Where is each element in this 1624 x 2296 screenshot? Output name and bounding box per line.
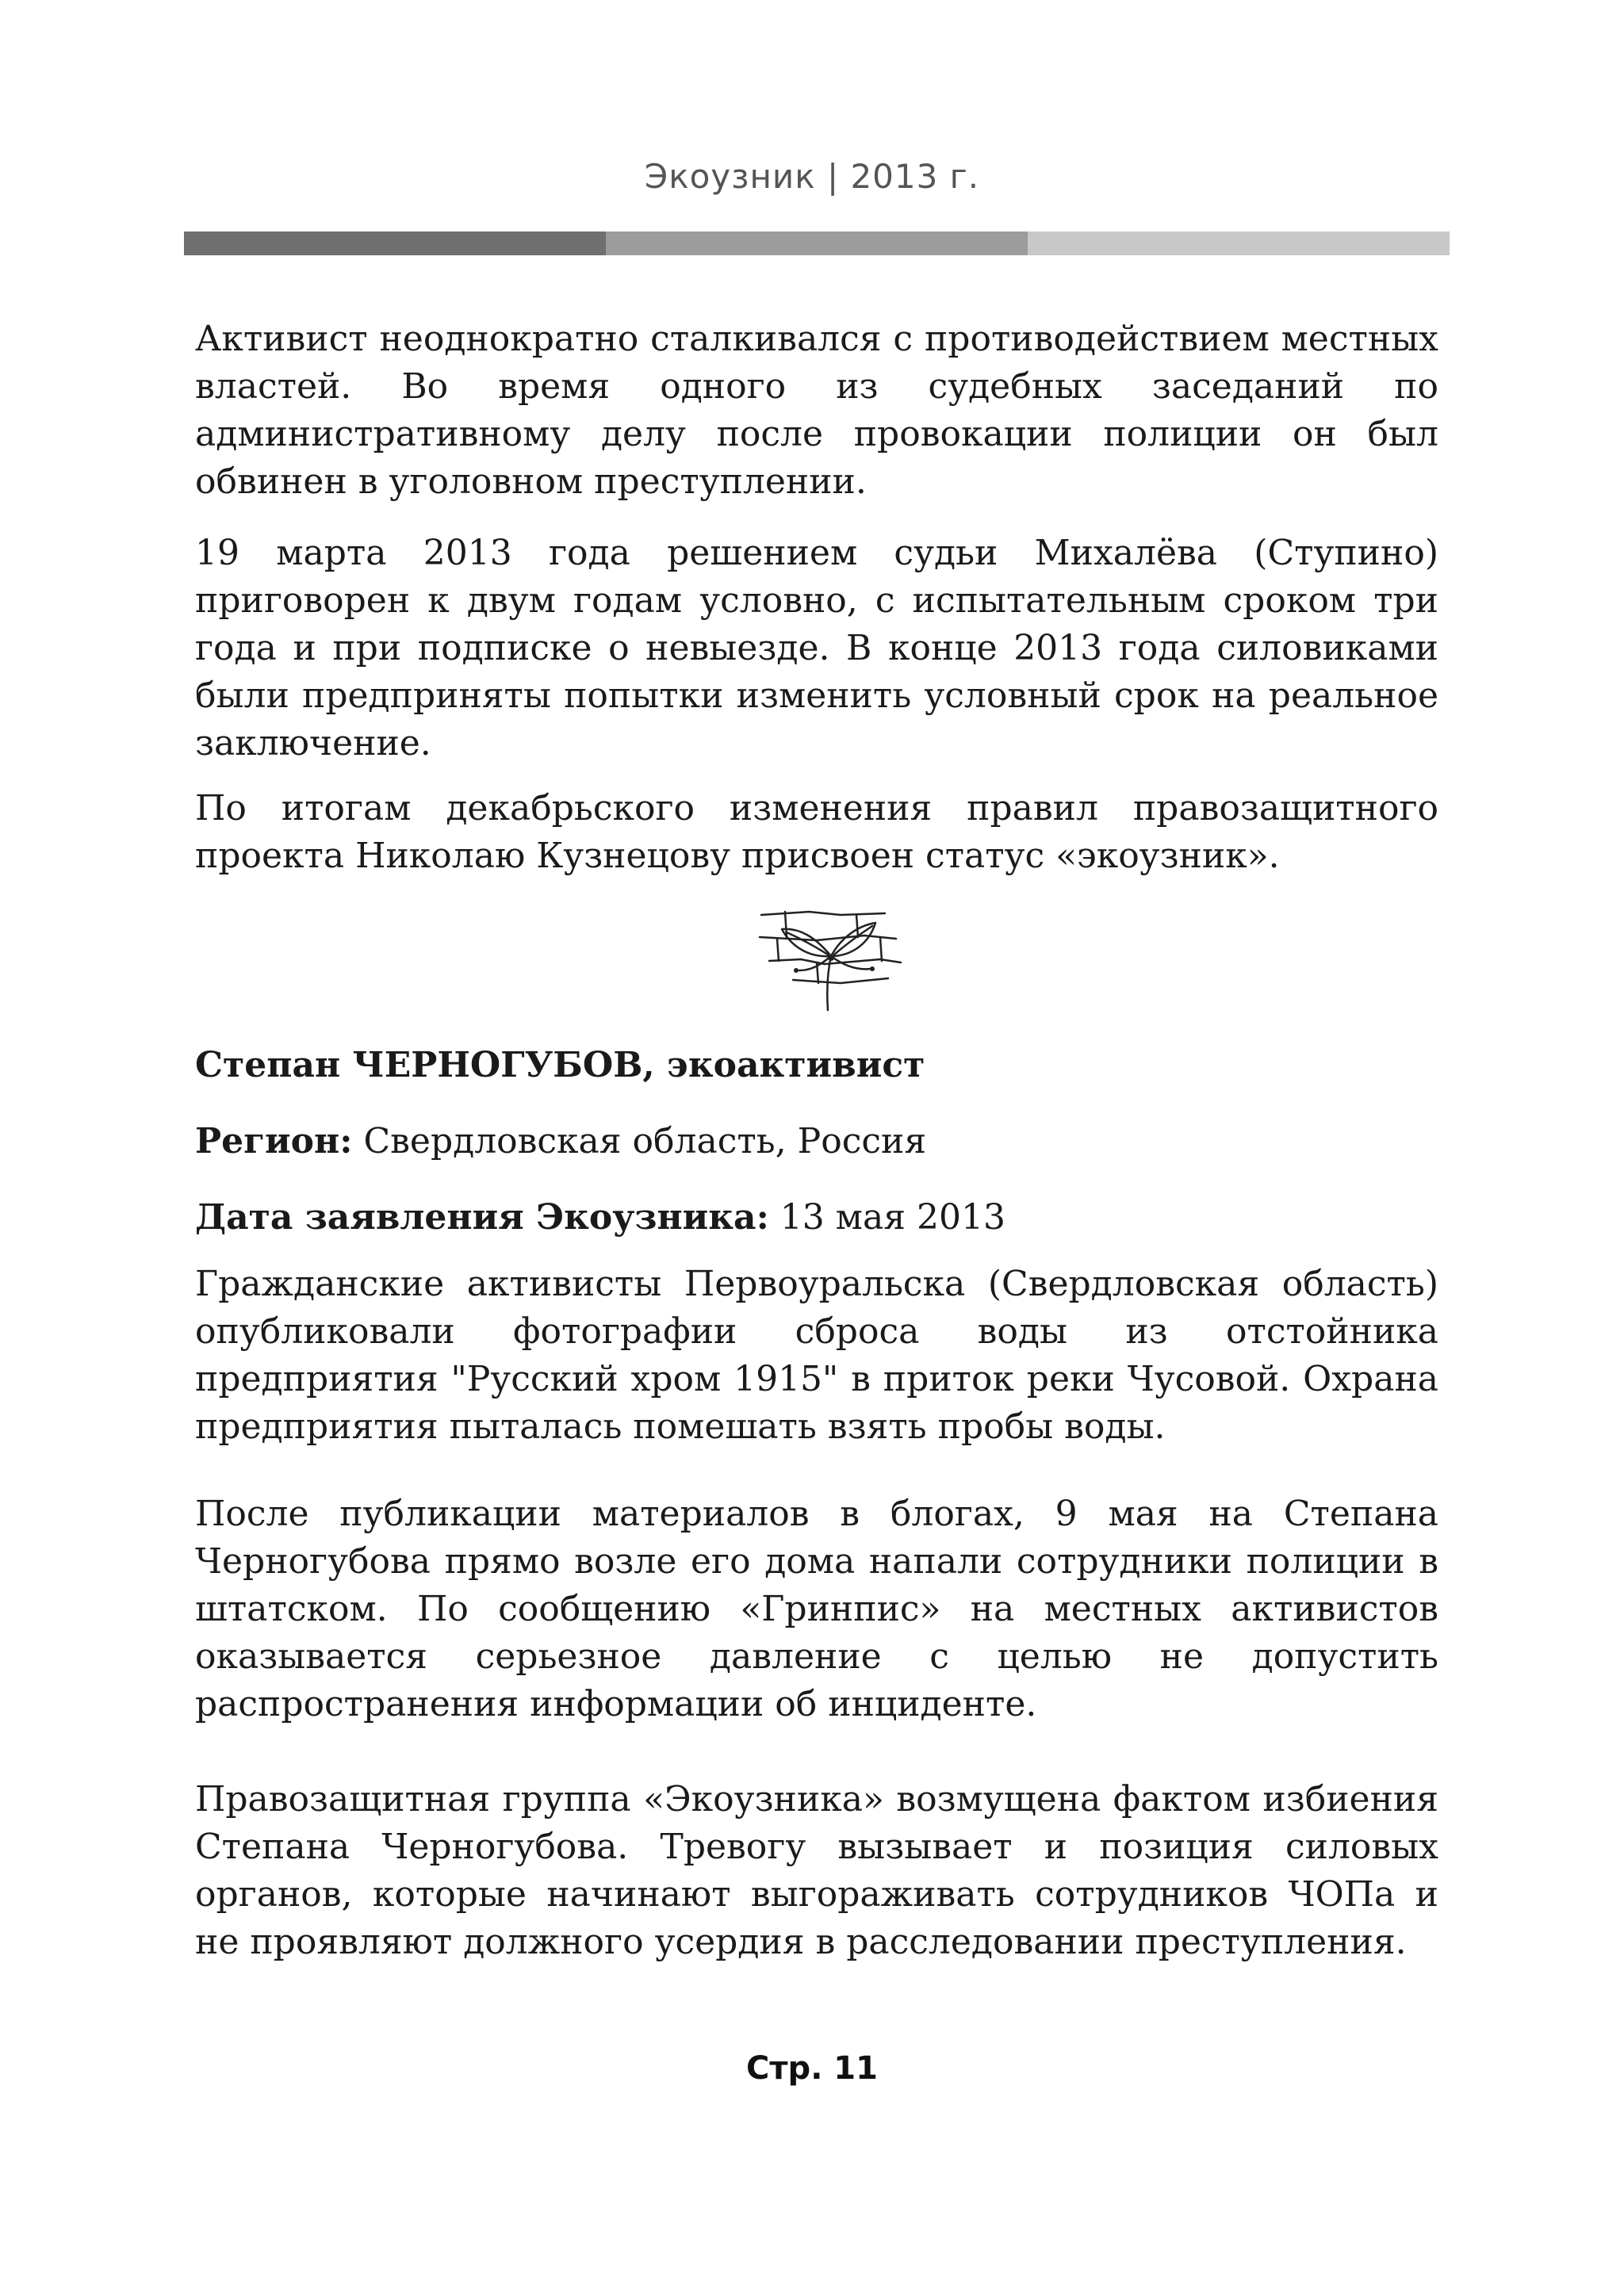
- paragraph-status: [195, 785, 1438, 880]
- person-info: [195, 1043, 1438, 1272]
- paragraph-group-statement: [195, 1776, 1438, 1966]
- region-value: Свердловская область, Россия: [352, 1121, 927, 1161]
- paragraph-text: 19 марта 2013 года решением судьи Михалёва (Ступино) приговорен к двум годам условно, с испытательным сроком три года и при подписке о невыезде. В конце 2013 года силовиками были предприняты попытки изменить условный срок на реальное заключение.: [195, 533, 1438, 763]
- person-name: Степан ЧЕРНОГУБОВ, экоактивист: [195, 1045, 925, 1085]
- date-label: Дата заявления Экоузника:: [195, 1197, 769, 1238]
- paragraph-activist-opposition: [195, 316, 1438, 506]
- date-value: 13 мая 2013: [768, 1197, 1005, 1238]
- person-date: [195, 1196, 1438, 1240]
- paragraph-activists-photos: [195, 1261, 1438, 1451]
- page-number: Стр. 11: [746, 2050, 878, 2087]
- paragraph-text: По итогам декабрьского изменения правил правозащитного проекта Николаю Кузнецову присвоен статус «экоузник».: [195, 788, 1438, 876]
- paragraph-sentence: [195, 530, 1438, 767]
- header-bar-segment-dark: [184, 232, 606, 255]
- header-divider-bar: [184, 232, 1450, 255]
- header-bar-segment-light: [1028, 232, 1450, 255]
- person-region: [195, 1119, 1438, 1164]
- paragraph-text: Гражданские активисты Первоуральска (Свердловская область) опубликовали фотографии сброса воды из отстойника предприятия "Русский хром 1915" в приток реки Чусовой. Охрана предприятия пыталась помешать взять пробы воды.: [195, 1264, 1438, 1447]
- paragraph-text: Правозащитная группа «Экоузника» возмущена фактом избиения Степана Черногубова. Тревогу вызывает и позиция силовых органов, которые начинают выгораживать сотрудников ЧОПа и не проявляют должного усердия в расследовании преступления.: [195, 1779, 1438, 1962]
- plant-sprout-sketch-icon: [745, 891, 909, 1012]
- paragraph-text: После публикации материалов в блогах, 9 мая на Степана Черногубова прямо возле его дома напали сотрудники полиции в штатском. По сообщению «Гринпис» на местных активистов оказывается серьезное давление с целью не допустить распространения информации об инциденте.: [195, 1494, 1438, 1724]
- paragraph-text: Активист неоднократно сталкивался с противодействием местных властей. Во время одного из судебных заседаний по административному делу после провокации полиции он был обвинен в уголовном преступлении.: [195, 319, 1438, 502]
- region-label: Регион:: [195, 1121, 353, 1161]
- header-bar-segment-medium: [606, 232, 1028, 255]
- paragraph-attack: [195, 1490, 1438, 1728]
- page-header-title: Экоузник | 2013 г.: [644, 157, 980, 196]
